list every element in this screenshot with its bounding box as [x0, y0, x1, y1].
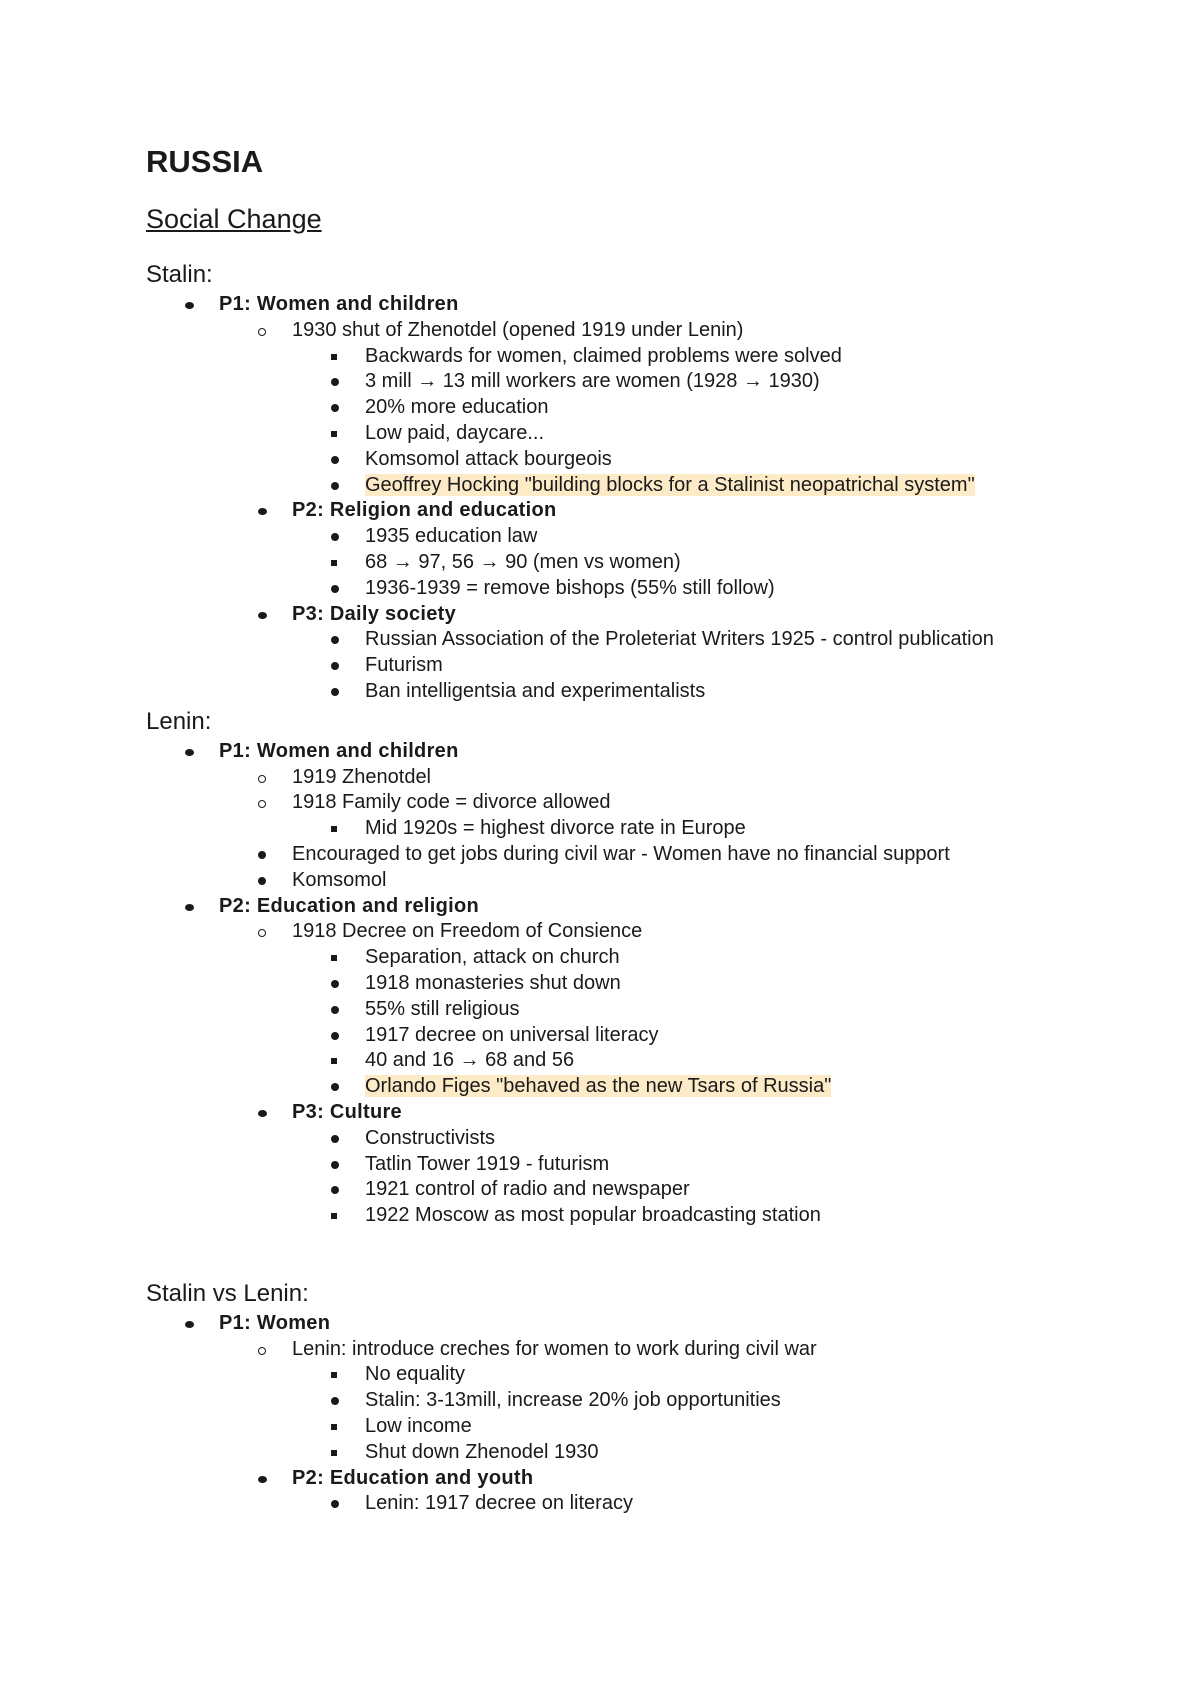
bullet-disc-icon [331, 1135, 339, 1143]
list-item [146, 919, 1086, 945]
list-item-text: 20% more education [365, 396, 549, 419]
bullet-circle-icon [258, 328, 266, 336]
list-item [146, 498, 1086, 524]
list-item-text: 68 → 97, 56 → 90 (men vs women) [365, 550, 681, 573]
list-item-text: Tatlin Tower 1919 - futurism [365, 1152, 610, 1175]
document-title: RUSSIA [146, 144, 264, 179]
bullet-disc-icon [185, 904, 194, 911]
list-item-text: Futurism [365, 654, 443, 677]
bullet-square-icon [331, 1058, 337, 1064]
list-item [146, 1337, 1086, 1363]
highlighted-quote: Geoffrey Hocking "building blocks for a Stalinist neopatrichal system" [365, 473, 975, 496]
list-item-text: 1918 monasteries shut down [365, 971, 621, 994]
bullet-square-icon [331, 1450, 337, 1456]
list-item [146, 1177, 1086, 1203]
list-item-text: 1919 Zhenotdel [292, 765, 432, 788]
bullet-disc-icon [331, 980, 339, 988]
list-item-heading: P2: Education and youth [292, 1466, 534, 1489]
bullet-circle-icon [258, 775, 266, 783]
list-item [146, 765, 1086, 791]
list-item [146, 945, 1086, 971]
list-item-text: Encouraged to get jobs during civil war - Women have no financial support [292, 842, 950, 865]
bullet-list [146, 739, 1086, 1229]
bullet-disc-icon [258, 877, 266, 885]
bullet-disc-icon [258, 1110, 267, 1117]
bullet-disc-icon [331, 404, 339, 412]
bullet-disc-icon [331, 482, 339, 490]
bullet-square-icon [331, 1424, 337, 1430]
bullet-square-icon [331, 826, 337, 832]
bullet-circle-icon [258, 800, 266, 808]
list-item [146, 369, 1086, 395]
bullet-disc-icon [185, 302, 194, 309]
bullet-square-icon [331, 1372, 337, 1378]
bullet-disc-icon [185, 749, 194, 756]
list-item [146, 1152, 1086, 1178]
bullet-disc-icon [258, 1476, 267, 1483]
list-item [146, 894, 1086, 920]
list-item-text: Stalin: 3-13mill, increase 20% job opportunities [365, 1389, 781, 1412]
list-item-text: No equality [365, 1363, 466, 1386]
list-item-text: Komsomol [292, 868, 387, 891]
list-item-heading: P1: Women and children [219, 739, 459, 762]
list-item-text: 1935 education law [365, 525, 538, 548]
list-item-text: 1918 Family code = divorce allowed [292, 791, 611, 814]
list-item [146, 739, 1086, 765]
bullet-disc-icon [331, 636, 339, 644]
list-item-heading: P2: Education and religion [219, 894, 480, 917]
list-item [146, 395, 1086, 421]
list-item-text: Low income [365, 1415, 472, 1438]
bullet-disc-icon [331, 1186, 339, 1194]
list-item-heading: P3: Culture [292, 1100, 402, 1123]
list-item-text: Separation, attack on church [365, 946, 620, 969]
list-item-text: Lenin: 1917 decree on literacy [365, 1492, 633, 1515]
list-item-text: Low paid, daycare... [365, 421, 544, 444]
bullet-disc-icon [331, 662, 339, 670]
list-item [146, 1126, 1086, 1152]
list-item [146, 1023, 1086, 1049]
list-item [146, 1100, 1086, 1126]
bullet-disc-icon [331, 1032, 339, 1040]
list-item [146, 1311, 1086, 1337]
bullet-disc-icon [331, 688, 339, 696]
list-item-heading: P2: Religion and education [292, 499, 557, 522]
list-item [146, 473, 1086, 499]
bullet-disc-icon [258, 508, 267, 515]
list-item-text: Russian Association of the Proleteriat Writers 1925 - control publication [365, 628, 994, 651]
list-item [146, 318, 1086, 344]
list-item [146, 447, 1086, 473]
list-item [146, 1491, 1086, 1517]
list-item-text: Constructivists [365, 1126, 496, 1149]
list-item-text: 1921 control of radio and newspaper [365, 1178, 690, 1201]
list-item-text: Mid 1920s = highest divorce rate in Europe [365, 817, 746, 840]
list-item [146, 1203, 1086, 1229]
section-heading-stalin-vs-lenin: Stalin vs Lenin: [146, 1279, 309, 1307]
bullet-disc-icon [331, 1397, 339, 1405]
list-item [146, 576, 1086, 602]
list-item [146, 868, 1086, 894]
bullet-circle-icon [258, 1347, 266, 1355]
bullet-square-icon [331, 1213, 337, 1219]
bullet-disc-icon [331, 533, 339, 541]
list-item [146, 524, 1086, 550]
list-item [146, 971, 1086, 997]
bullet-disc-icon [331, 585, 339, 593]
list-item [146, 1074, 1086, 1100]
list-item-text: 1936-1939 = remove bishops (55% still follow) [365, 576, 775, 599]
list-item [146, 816, 1086, 842]
list-item-text: 40 and 16 → 68 and 56 [365, 1049, 575, 1072]
document-subtitle: Social Change [146, 204, 322, 234]
list-item-heading: P1: Women and children [219, 293, 459, 315]
list-item [146, 292, 1086, 318]
highlighted-quote: Orlando Figes "behaved as the new Tsars of Russia" [365, 1075, 832, 1098]
section-heading-stalin: Stalin: [146, 261, 213, 288]
list-item [146, 1440, 1086, 1466]
list-item [146, 842, 1086, 868]
list-item-text: Shut down Zhenodel 1930 [365, 1440, 599, 1463]
bullet-disc-icon [258, 612, 267, 619]
bullet-square-icon [331, 431, 337, 437]
document-page [146, 140, 1086, 1517]
list-item [146, 1466, 1086, 1492]
list-item [146, 1362, 1086, 1388]
bullet-disc-icon [185, 1321, 194, 1328]
bullet-list [146, 1311, 1086, 1517]
list-item [146, 1414, 1086, 1440]
list-item-heading: P1: Women [219, 1311, 331, 1334]
list-item [146, 653, 1086, 679]
bullet-disc-icon [258, 851, 266, 859]
list-item [146, 1388, 1086, 1414]
bullet-disc-icon [331, 1500, 339, 1508]
bullet-disc-icon [331, 1083, 339, 1091]
list-item-text: 3 mill → 13 mill workers are women (1928 → 1930) [365, 370, 820, 393]
list-item [146, 421, 1086, 447]
bullet-square-icon [331, 955, 337, 961]
list-item-text: 1922 Moscow as most popular broadcasting station [365, 1204, 821, 1227]
list-item [146, 550, 1086, 576]
bullet-list [146, 292, 1086, 705]
list-item [146, 602, 1086, 628]
bullet-disc-icon [331, 1006, 339, 1014]
bullet-disc-icon [331, 378, 339, 386]
list-item [146, 679, 1086, 705]
section-heading-lenin: Lenin: [146, 707, 212, 735]
list-item [146, 344, 1086, 370]
notes-body [146, 258, 1086, 1517]
list-item-text: Komsomol attack bourgeois [365, 447, 612, 470]
list-item [146, 997, 1086, 1023]
bullet-disc-icon [331, 456, 339, 464]
list-item-text: Lenin: introduce creches for women to work during civil war [292, 1337, 817, 1360]
list-item [146, 627, 1086, 653]
list-item-text: Ban intelligentsia and experimentalists [365, 679, 706, 702]
list-item-text: 1917 decree on universal literacy [365, 1023, 659, 1046]
bullet-square-icon [331, 354, 337, 360]
list-item [146, 1048, 1086, 1074]
list-item-text: 55% still religious [365, 997, 520, 1020]
bullet-square-icon [331, 560, 337, 566]
list-item-text: 1918 Decree on Freedom of Consience [292, 920, 643, 943]
list-item-heading: P3: Daily society [292, 602, 457, 625]
list-item-text: 1930 shut of Zhenotdel (opened 1919 under Lenin) [292, 318, 744, 341]
bullet-disc-icon [331, 1161, 339, 1169]
list-item [146, 790, 1086, 816]
list-item-text: Backwards for women, claimed problems were solved [365, 344, 842, 367]
bullet-circle-icon [258, 929, 266, 937]
